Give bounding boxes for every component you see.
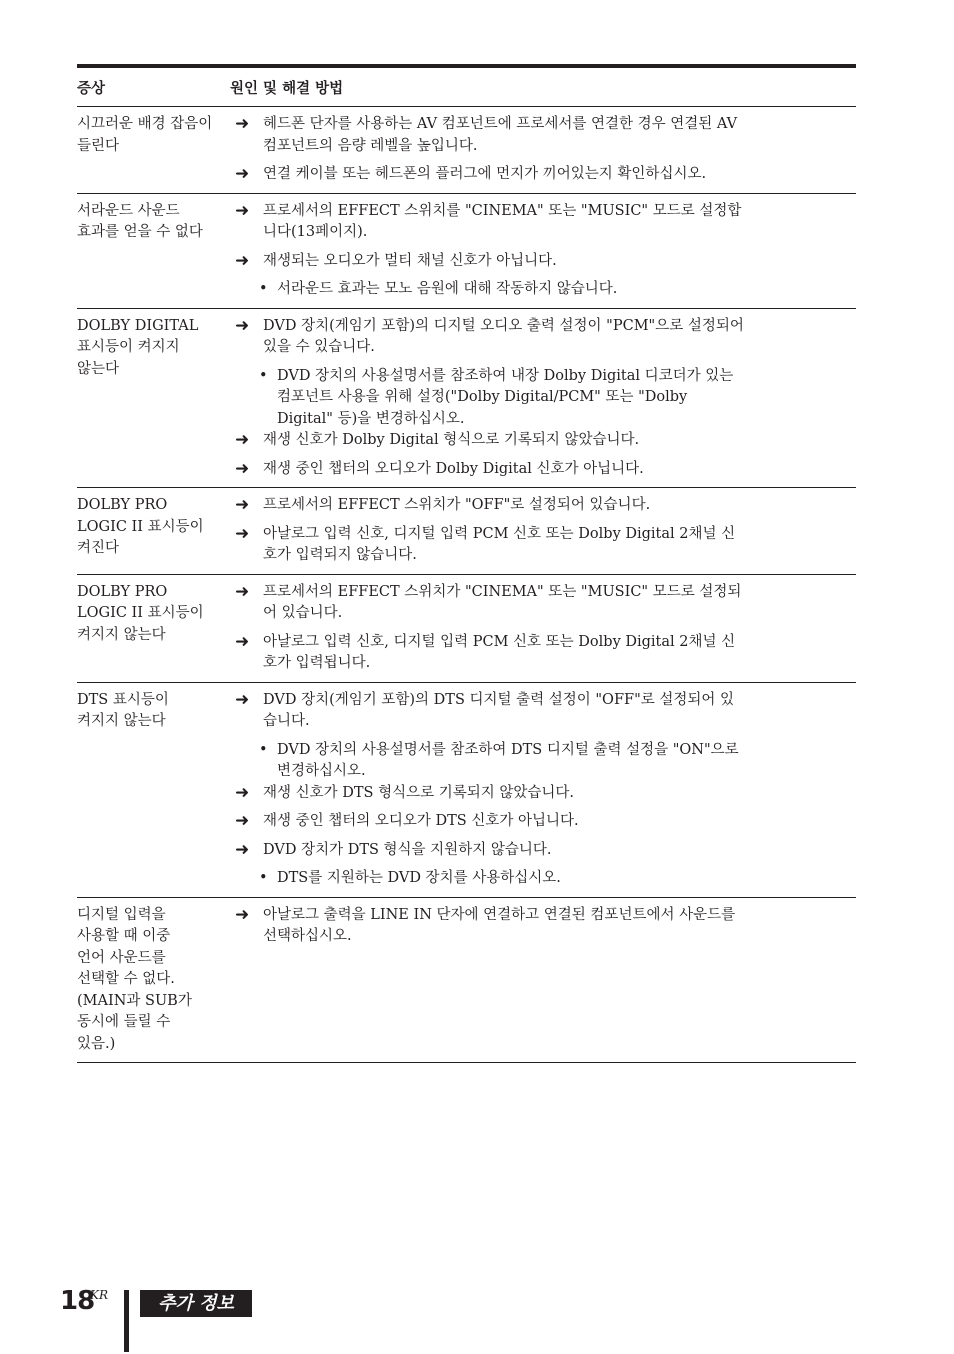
solution-line: 재생 중인 챕터의 오디오가 Dolby Digital 신호가 아닙니다. <box>263 460 644 477</box>
arrow-right-icon: ➜ <box>235 200 250 221</box>
solution-note <box>235 279 856 301</box>
arrow-right-icon: ➜ <box>235 904 250 925</box>
table-row <box>77 309 856 489</box>
symptom-line: DOLBY DIGITAL <box>77 317 199 334</box>
solution-line: 재생되는 오디오가 멀티 채널 신호가 아닙니다. <box>263 252 557 269</box>
symptom-cell <box>77 201 235 301</box>
solution-line: 재생 신호가 Dolby Digital 형식으로 기록되지 않았습니다. <box>263 432 640 448</box>
arrow-right-icon: ➜ <box>235 811 250 831</box>
solution-text <box>263 495 856 517</box>
solution-text <box>263 524 856 567</box>
symptom-line: LOGIC II 표시등이 <box>77 518 204 535</box>
header-solution: 원인 및 해결 방법 <box>230 80 344 97</box>
table-header <box>77 68 856 107</box>
solution-line: 있을 수 있습니다. <box>263 339 375 355</box>
solution-line: 프로세서의 EFFECT 스위치가 "OFF"로 설정되어 있습니다. <box>263 497 651 513</box>
solution-line: 아날로그 출력을 LINE IN 단자에 연결하고 연결된 컴포넌트에서 사운드를 <box>263 906 736 923</box>
footer-rule <box>124 1290 129 1352</box>
symptom-line: 언어 사운드를 <box>77 949 166 966</box>
solution-line: 아날로그 입력 신호, 디지털 입력 PCM 신호 또는 Dolby Digital 2채널 신 <box>263 633 736 650</box>
arrow-right-icon: ➜ <box>235 315 250 336</box>
bullet-icon: • <box>259 870 268 886</box>
solution-text <box>263 783 856 805</box>
solution-line: Digital" 등)을 변경하십시오. <box>277 410 465 427</box>
symptom-line: DTS 표시등이 <box>77 691 169 708</box>
symptom-cell <box>77 582 235 675</box>
bullet-icon: • <box>259 741 268 758</box>
solution-line: 습니다. <box>263 713 310 729</box>
arrow-right-icon: ➜ <box>235 631 250 652</box>
solution-step <box>235 524 856 567</box>
solution-note <box>235 868 856 890</box>
symptom-line: 사용할 때 이중 <box>77 928 171 944</box>
solution-text <box>263 690 856 733</box>
symptom-cell <box>77 316 235 481</box>
solution-cell <box>235 201 856 301</box>
symptom-line: 있음.) <box>77 1035 116 1052</box>
solution-line: DVD 장치(게임기 포함)의 DTS 디지털 출력 설정이 "OFF"로 설정되어 있 <box>263 691 734 708</box>
solution-note <box>235 740 856 783</box>
solution-text <box>263 459 856 481</box>
solution-cell <box>235 495 856 567</box>
arrow-right-icon: ➜ <box>235 430 250 450</box>
solution-line: 어 있습니다. <box>263 605 343 621</box>
arrow-right-icon: ➜ <box>235 581 250 602</box>
arrow-right-icon: ➜ <box>235 495 250 515</box>
symptom-line: LOGIC II 표시등이 <box>77 605 204 621</box>
solution-line: 프로세서의 EFFECT 스위치가 "CINEMA" 또는 "MUSIC" 모드로 설정되 <box>263 583 742 600</box>
symptom-line: 켜진다 <box>77 540 120 556</box>
solution-line: DVD 장치(게임기 포함)의 디지털 오디오 출력 설정이 "PCM"으로 설정되어 <box>263 317 744 334</box>
page-number-suffix: KR <box>90 1288 108 1302</box>
table-body <box>77 107 856 1063</box>
solution-cell <box>235 114 856 186</box>
solution-step <box>235 459 856 481</box>
bullet-icon: • <box>259 367 268 384</box>
solution-line: 컴포넌트 사용을 위해 설정("Dolby Digital/PCM" 또는 "Dolby <box>277 389 688 405</box>
solution-step <box>235 430 856 452</box>
symptom-line: 동시에 들릴 수 <box>77 1014 171 1030</box>
solution-line: DVD 장치가 DTS 형식을 지원하지 않습니다. <box>263 841 552 858</box>
table-row <box>77 683 856 898</box>
symptom-line: (MAIN과 SUB가 <box>77 992 192 1009</box>
solution-text <box>263 840 856 862</box>
solution-text <box>277 279 856 301</box>
solution-line: 아날로그 입력 신호, 디지털 입력 PCM 신호 또는 Dolby Digital 2채널 신 <box>263 525 736 542</box>
arrow-right-icon: ➜ <box>235 839 250 860</box>
solution-text <box>263 164 856 186</box>
arrow-right-icon: ➜ <box>235 523 250 544</box>
symptom-cell <box>77 905 235 1056</box>
solution-step <box>235 905 856 948</box>
arrow-right-icon: ➜ <box>235 114 250 134</box>
symptom-line: 디지털 입력을 <box>77 906 166 923</box>
solution-cell <box>235 905 856 1056</box>
page-number: 18 <box>60 1286 95 1316</box>
solution-text <box>263 251 856 273</box>
solution-text <box>277 868 856 890</box>
table-row <box>77 898 856 1064</box>
symptom-cell <box>77 495 235 567</box>
solution-cell <box>235 582 856 675</box>
table-row <box>77 488 856 575</box>
symptom-line: 않는다 <box>77 360 120 377</box>
solution-cell <box>235 316 856 481</box>
solution-line: DTS를 지원하는 DVD 장치를 사용하십시오. <box>277 870 561 886</box>
arrow-right-icon: ➜ <box>235 458 250 479</box>
arrow-right-icon: ➜ <box>235 250 250 271</box>
symptom-line: 서라운드 사운드 <box>77 202 180 219</box>
solution-line: DVD 장치의 사용설명서를 참조하여 DTS 디지털 출력 설정을 "ON"으로 <box>277 741 739 758</box>
table-row <box>77 194 856 309</box>
symptom-line: 효과를 얻을 수 없다 <box>77 224 203 240</box>
solution-step <box>235 582 856 625</box>
solution-text <box>277 366 856 431</box>
solution-text <box>263 905 856 948</box>
solution-text <box>263 811 856 833</box>
arrow-right-icon: ➜ <box>235 164 250 184</box>
solution-text <box>263 582 856 625</box>
solution-line: 선택하십시오. <box>263 928 352 944</box>
solution-step <box>235 316 856 359</box>
solution-step <box>235 114 856 157</box>
symptom-line: 들린다 <box>77 137 120 154</box>
solution-step <box>235 783 856 805</box>
solution-text <box>263 430 856 452</box>
solution-cell <box>235 690 856 890</box>
solution-text <box>263 201 856 244</box>
symptom-line: DOLBY PRO <box>77 583 168 600</box>
arrow-right-icon: ➜ <box>235 689 250 710</box>
solution-line: 서라운드 효과는 모노 음원에 대해 작동하지 않습니다. <box>277 281 618 297</box>
symptom-line: DOLBY PRO <box>77 497 168 513</box>
solution-step <box>235 690 856 733</box>
solution-note <box>235 366 856 431</box>
solution-text <box>277 740 856 783</box>
symptom-line: 선택할 수 없다. <box>77 971 175 987</box>
table-row <box>77 575 856 683</box>
section-label: 추가 정보 <box>140 1290 252 1317</box>
solution-line: 호가 입력됩니다. <box>263 655 371 671</box>
solution-line: 변경하십시오. <box>277 763 366 779</box>
arrow-right-icon: ➜ <box>235 782 250 803</box>
solution-line: 프로세서의 EFFECT 스위치를 "CINEMA" 또는 "MUSIC" 모드로 설정합 <box>263 202 742 219</box>
symptom-line: 켜지지 않는다 <box>77 626 166 643</box>
solution-step <box>235 251 856 273</box>
table-row <box>77 107 856 194</box>
solution-line: 헤드폰 단자를 사용하는 AV 컴포넌트에 프로세서를 연결한 경우 연결된 AV <box>263 116 738 132</box>
solution-text <box>263 316 856 359</box>
solution-step <box>235 632 856 675</box>
bullet-icon: • <box>259 281 268 297</box>
solution-line: 재생 신호가 DTS 형식으로 기록되지 않았습니다. <box>263 784 575 801</box>
solution-step <box>235 811 856 833</box>
solution-line: DVD 장치의 사용설명서를 참조하여 내장 Dolby Digital 디코더가 있는 <box>277 367 734 384</box>
solution-text <box>263 632 856 675</box>
symptom-line: 시끄러운 배경 잡음이 <box>77 116 213 132</box>
solution-line: 재생 중인 챕터의 오디오가 DTS 신호가 아닙니다. <box>263 813 579 829</box>
troubleshooting-table <box>77 64 856 1063</box>
solution-line: 컴포넌트의 음량 레벨을 높입니다. <box>263 137 478 154</box>
symptom-cell <box>77 690 235 890</box>
symptom-line: 표시등이 켜지지 <box>77 339 180 355</box>
solution-step <box>235 495 856 517</box>
header-symptom: 증상 <box>77 80 106 97</box>
solution-text <box>263 114 856 157</box>
solution-step <box>235 840 856 862</box>
symptom-line: 켜지지 않는다 <box>77 713 166 729</box>
solution-line: 연결 케이블 또는 헤드폰의 플러그에 먼지가 끼어있는지 확인하십시오. <box>263 166 707 182</box>
symptom-cell <box>77 114 235 186</box>
solution-line: 니다(13페이지). <box>263 224 368 240</box>
solution-step <box>235 201 856 244</box>
solution-line: 호가 입력되지 않습니다. <box>263 547 417 563</box>
solution-step <box>235 164 856 186</box>
